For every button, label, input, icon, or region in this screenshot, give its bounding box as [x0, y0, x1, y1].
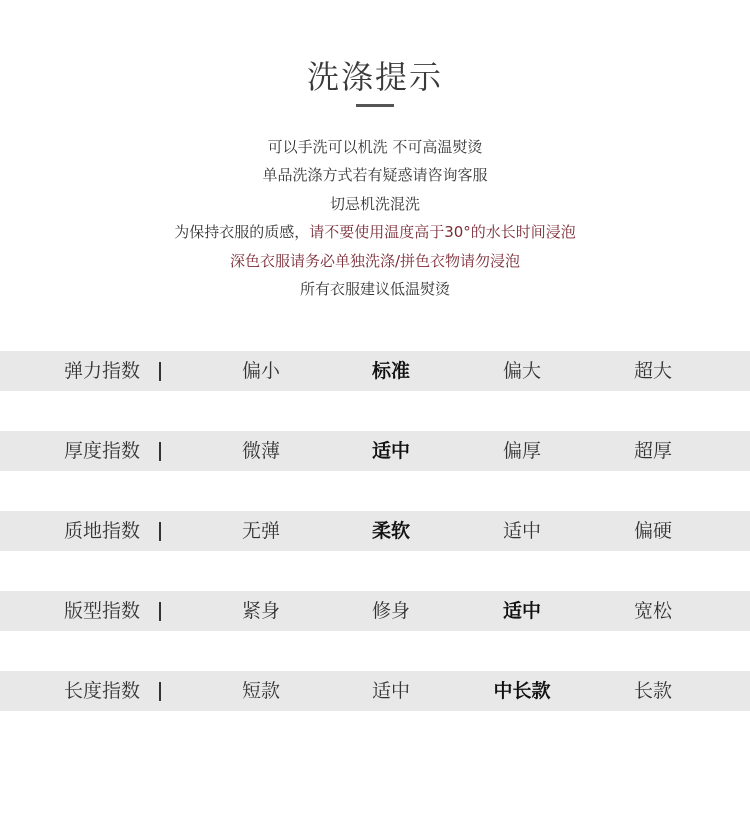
care-line-plain: 为保持衣服的质感， — [174, 223, 310, 242]
index-option: 微薄 — [241, 440, 281, 462]
index-option: 短款 — [241, 680, 281, 702]
label-separator — [159, 362, 161, 381]
index-option: 柔软 — [371, 520, 411, 542]
care-line — [0, 218, 750, 246]
index-option: 宽松 — [633, 600, 673, 622]
index-option: 超大 — [633, 360, 673, 382]
care-line-warning: 深色衣服请务必单独洗涤/拼色衣物请勿浸泡 — [229, 251, 521, 270]
index-option: 偏硬 — [633, 520, 673, 542]
care-line-warning: 请不要使用温度高于30°的水长时间浸泡 — [309, 223, 576, 242]
care-line: 所有衣服建议低温熨烫 — [299, 280, 450, 299]
index-option: 偏大 — [502, 360, 542, 382]
index-option: 中长款 — [493, 680, 551, 702]
index-option: 长款 — [633, 680, 673, 702]
index-label: 弹力指数 — [63, 360, 141, 382]
index-option: 偏厚 — [502, 440, 542, 462]
index-option: 偏小 — [241, 360, 281, 382]
index-row — [0, 671, 750, 711]
index-option: 适中 — [502, 520, 542, 542]
index-option: 超厚 — [633, 440, 673, 462]
index-option: 适中 — [371, 440, 411, 462]
care-instructions — [0, 133, 750, 303]
care-line: 单品洗涤方式若有疑惑请咨询客服 — [262, 166, 488, 185]
index-option: 适中 — [502, 600, 542, 622]
title-divider — [356, 104, 394, 107]
care-line: 切忌机洗混洗 — [329, 194, 420, 213]
label-separator — [159, 602, 161, 621]
label-separator — [159, 682, 161, 701]
care-line: 可以手洗可以机洗 不可高温熨烫 — [267, 138, 483, 156]
index-row — [0, 591, 750, 631]
index-option: 紧身 — [241, 600, 281, 622]
index-row — [0, 431, 750, 471]
index-option: 无弹 — [241, 520, 281, 542]
index-row — [0, 351, 750, 391]
label-separator — [159, 442, 161, 461]
index-table — [0, 351, 750, 751]
index-label: 版型指数 — [63, 600, 141, 622]
index-label: 长度指数 — [63, 680, 141, 702]
index-option: 适中 — [371, 680, 411, 702]
index-option: 标准 — [371, 360, 411, 382]
index-row — [0, 511, 750, 551]
index-label: 质地指数 — [63, 520, 141, 542]
label-separator — [159, 522, 161, 541]
page-title: 洗涤提示 — [306, 58, 443, 96]
index-label: 厚度指数 — [63, 440, 141, 462]
index-option: 修身 — [371, 600, 411, 622]
